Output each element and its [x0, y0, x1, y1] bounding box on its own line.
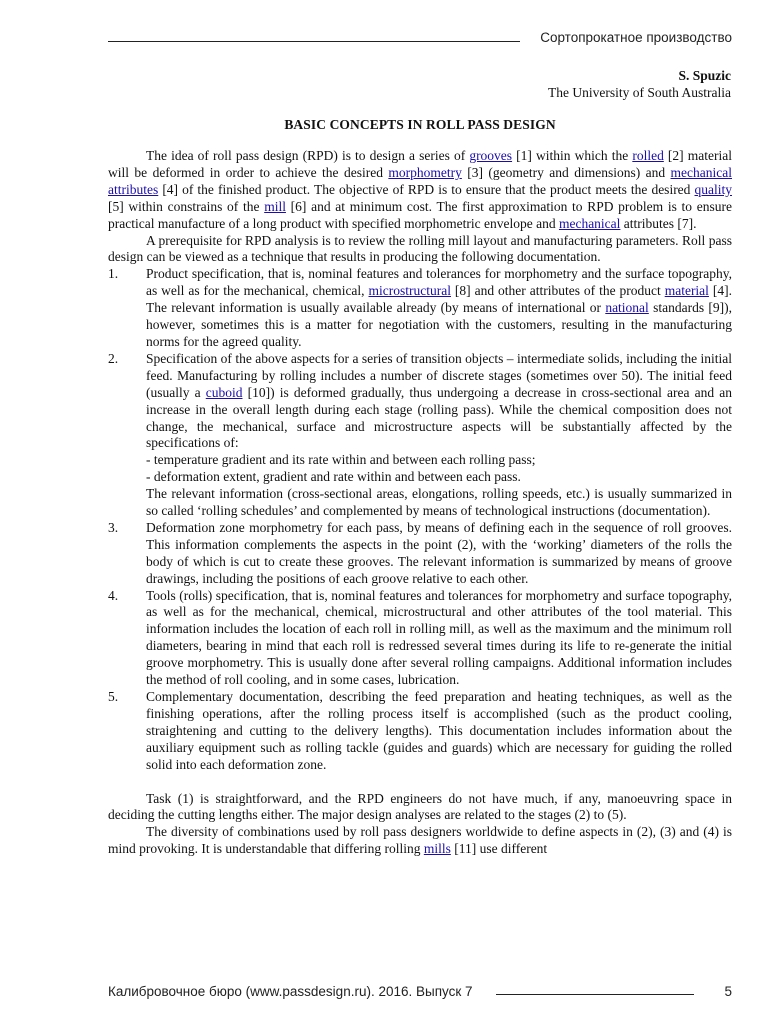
author-affiliation: The University of South Australia	[548, 85, 731, 100]
page-number: 5	[724, 984, 732, 999]
list-subitem: - deformation extent, gradient and rate within and between each pass.	[146, 469, 521, 485]
list-subitem: - temperature gradient and its rate within and between each rolling pass;	[146, 452, 536, 468]
list-text: Deformation zone morphometry for each pass, by means of defining each in the sequence of roll grooves. This information complements the aspects in the point (2), with the ‘working’ diameters of the rolls the body of which is cut to create these grooves. The relevant information is summarized by means of groove drawings, including the positions of each groove relative to each other.	[146, 519, 732, 586]
page-footer	[108, 984, 732, 1004]
paragraph-gap	[108, 774, 732, 791]
list-item-4	[108, 588, 732, 689]
list-number: 5.	[108, 689, 119, 704]
footer-rule	[496, 994, 694, 995]
list-text: Complementary documentation, describing the feed preparation and heating techniques, as well as the finishing operations, after the rolling process itself is accomplished (such as the product cooling, straightening and cutting to the delivery lengths). This documentation includes information about the auxiliary equipment such as rolling tackle (guides and guards) which are necessary for guiding the rolled solid into each deformation zone.	[146, 689, 732, 772]
list-number: 3.	[108, 519, 119, 535]
journal-section-title: Сортопрокатное производство	[540, 30, 732, 45]
paragraph-diversity: The diversity of combinations used by roll pass designers worldwide to define aspects in (2), (3) and (4) is mind provoking. It is understandable that differing rolling mills [11] use different	[108, 824, 732, 857]
link-grooves[interactable]: grooves	[469, 148, 513, 163]
list-number: 4.	[108, 587, 119, 603]
list-item-3	[108, 520, 732, 588]
paper-title: BASIC CONCEPTS IN ROLL PASS DESIGN	[284, 117, 556, 132]
link-mechanical-2[interactable]: mechanical	[558, 215, 621, 231]
list-item-2: 2. Specification of the above aspects for a series of transition objects – intermediate solids, including the initial feed. Manufacturing by rolling includes a number of discrete stages (sometimes over 50). The initial feed (usually a cuboid [10]) is deformed gradually, thus undergoing a decrease in cross-sectional area and an increase in the overall length during each stage (rolling pass). While the chemical composition does not change, the mechanical, surface and microstructure aspects will be substantially affected by the specifications of: - temperature gradient and its rate within and between each rolling pass; - deformation extent, gradient and rate within and between each pass. The relevant information (cross-sectional areas, elongations, rolling speeds, etc.) is usually summarized in so called ‘rolling schedules’ and complemented by means of technological instructions (documentation).	[108, 350, 732, 519]
link-rolled[interactable]: rolled	[632, 148, 664, 163]
paragraph-prerequisite: A prerequisite for RPD analysis is to review the rolling mill layout and manufacturing parameters. Roll pass design can be viewed as a technique that results in producing the following documentation.	[108, 232, 732, 265]
list-number: 1.	[108, 266, 119, 282]
author-block	[548, 67, 731, 101]
link-mechanical[interactable]: mechanical	[670, 164, 732, 180]
article-body	[108, 148, 732, 858]
link-material[interactable]: material	[664, 283, 709, 299]
link-microstructural[interactable]: microstructural	[368, 283, 451, 299]
link-mill[interactable]: mill	[264, 198, 286, 214]
link-cuboid[interactable]: cuboid	[205, 384, 243, 400]
list-item-5	[108, 689, 732, 774]
link-morphometry[interactable]: morphometry	[388, 164, 462, 180]
link-attributes[interactable]: attributes	[108, 181, 159, 197]
list-text: Tools (rolls) specification, that is, nominal features and tolerances for morphometry and surface topography, as well as for the mechanical, chemical, microstructural and other attributes of the tool material. This information includes the location of each roll in rolling mill, as well as the maximum and the minimum roll diameters, bearing in mind that each roll is redressed several times during its life to re-generate the initial groove morphometry. This is usually done after several rolling campaigns. Additional information includes the method of roll cooling, and in some cases, lubrication.	[146, 587, 732, 688]
footer-journal: Калибровочное бюро (www.passdesign.ru). 2016. Выпуск 7	[108, 984, 473, 999]
paragraph-task: Task (1) is straightforward, and the RPD engineers do not have much, if any, manoeuvring space in deciding the cutting lengths either. The major design analyses are related to the stages (2) to (5).	[108, 790, 732, 823]
author-name: S. Spuzic	[678, 68, 731, 83]
link-mills[interactable]: mills	[423, 841, 451, 857]
list-number: 2.	[108, 350, 119, 366]
paragraph-intro: The idea of roll pass design (RPD) is to design a series of grooves [1] within which the rolled [2] material will be deformed in order to achieve the desired morphometry [3] (geometry and dimensions) and mechanical attributes [4] of the finished product. The objective of RPD is to ensure that the product meets the desired quality [5] within constrains of the mill [6] and at minimum cost. The first approximation to RPD problem is to ensure practical manufacture of a long product with specified morphometric envelope and mechanical attributes [7].	[108, 148, 733, 231]
header-rule	[108, 41, 520, 42]
running-header	[108, 30, 732, 50]
list-item-1: 1. Product specification, that is, nominal features and tolerances for morphometry and the surface topography, as well as for the mechanical, chemical, microstructural [8] and other attributes of the product material [4]. The relevant information is usually available already (by means of international or national standards [9]), however, sometimes this is a matter for negotiation with the customers, resulting in the manufacturing norms for the agreed quality.	[108, 266, 732, 349]
list-note: The relevant information (cross-sectional areas, elongations, rolling speeds, etc.) is usually summarized in so called ‘rolling schedules’ and complemented by means of technological instructions (documentation).	[146, 486, 732, 519]
link-quality[interactable]: quality	[694, 181, 732, 197]
link-national[interactable]: national	[605, 300, 649, 316]
